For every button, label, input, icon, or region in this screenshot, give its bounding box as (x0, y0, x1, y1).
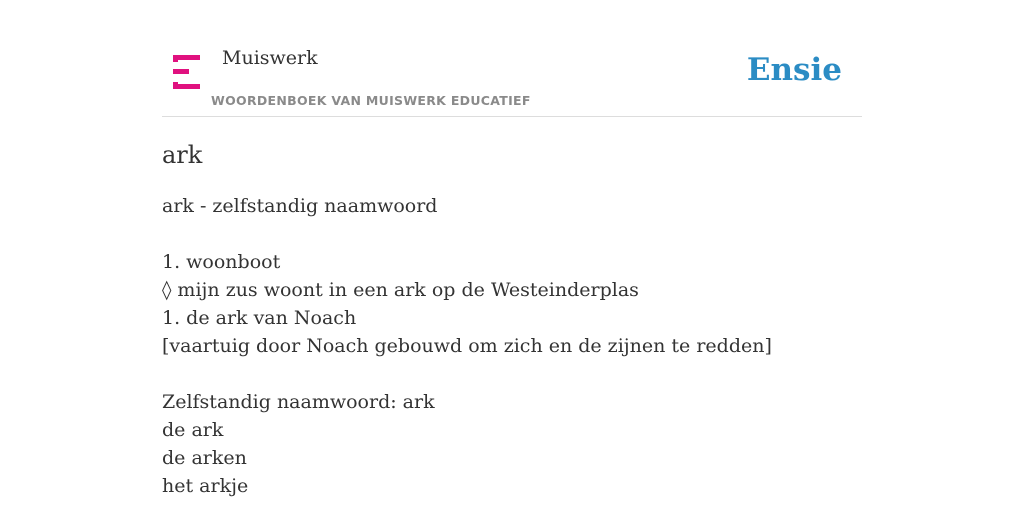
site-header (162, 0, 862, 117)
page-container (162, 0, 862, 497)
sense-1-label: 1. woonboot (162, 251, 281, 273)
spacer (162, 220, 772, 248)
site-name[interactable]: Muiswerk (222, 47, 318, 69)
word-title: ark (162, 141, 203, 169)
form-plural: de arken (162, 447, 247, 469)
dictionary-entry (162, 192, 772, 500)
form-diminutive: het arkje (162, 475, 249, 497)
ensie-brand-link[interactable]: Ensie (746, 52, 842, 88)
form-singular: de ark (162, 419, 224, 441)
word-class-line: ark - zelfstandig naamwoord (162, 195, 438, 217)
spacer (162, 360, 772, 388)
muiswerk-logo-icon[interactable] (173, 55, 200, 89)
site-tagline: WOORDENBOEK VAN MUISWERK EDUCATIEF (211, 93, 531, 108)
forms-heading: Zelfstandig naamwoord: ark (162, 391, 435, 413)
sense-2-gloss: [vaartuig door Noach gebouwd om zich en de zijnen te redden] (162, 335, 772, 357)
sense-2-label: 1. de ark van Noach (162, 307, 357, 329)
sense-1-example: ◊ mijn zus woont in een ark op de Westeinderplas (162, 279, 639, 301)
